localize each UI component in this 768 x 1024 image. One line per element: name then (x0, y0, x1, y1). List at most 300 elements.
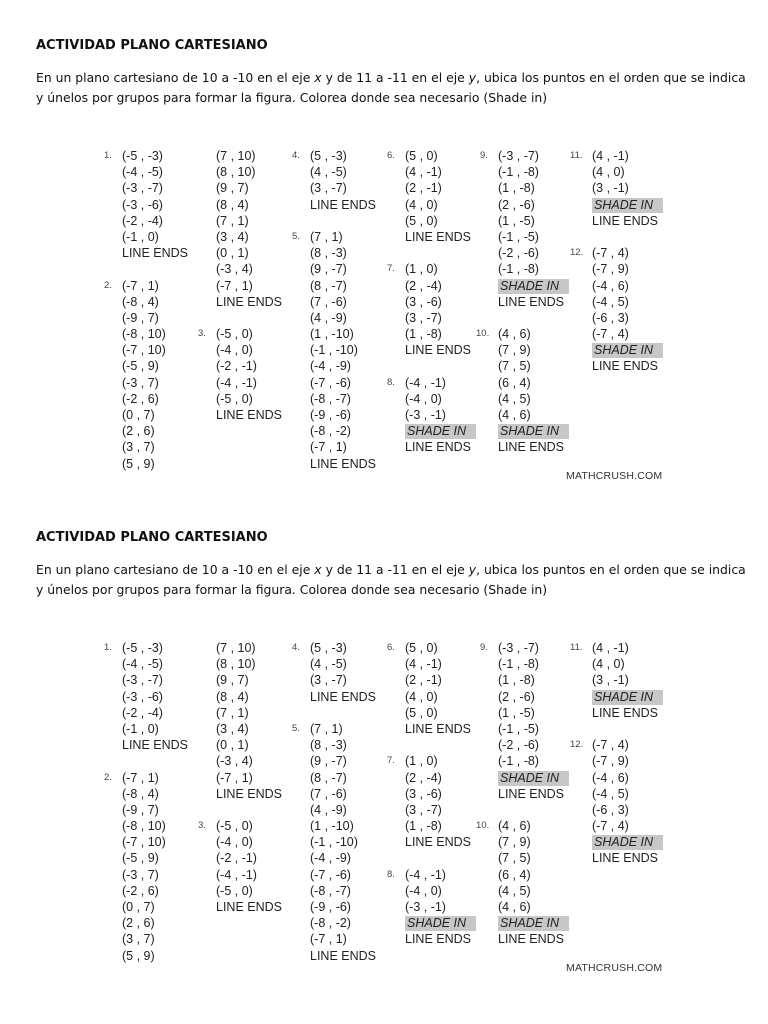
coordinate-entry (592, 802, 663, 818)
entry-text: LINE ENDS (592, 705, 658, 720)
coordinate-entry (216, 229, 282, 245)
coordinate-entry (592, 672, 663, 688)
entry-text: (-3 , -7) (122, 181, 163, 196)
entry-text: (-2 , 6) (122, 883, 159, 898)
entry-text: (-1 , -8) (498, 754, 539, 769)
coordinate-entry (310, 883, 376, 899)
coordinate-entry (122, 164, 188, 180)
coordinate-entry (310, 358, 376, 374)
entry-text: (9 , -7) (310, 754, 347, 769)
coordinate-entry (405, 850, 476, 866)
coordinate-entry (122, 948, 188, 964)
coordinate-entry (405, 656, 476, 672)
coordinate-entry (476, 326, 569, 342)
entry-text: (4 , -5) (310, 657, 347, 672)
entry-text: (2 , -6) (498, 689, 535, 704)
entry-text: (3 , -7) (405, 310, 442, 325)
entry-text: (4 , 0) (405, 689, 438, 704)
coordinate-entry (498, 705, 569, 721)
entry-text: (3 , 7) (122, 932, 155, 947)
entry-text: (-5 , 0) (216, 883, 253, 898)
entry-text: LINE ENDS (122, 738, 188, 753)
coordinate-entry (387, 640, 476, 656)
coordinate-entry (216, 802, 282, 818)
coordinate-entry (405, 278, 476, 294)
entry-text: (4 , 5) (498, 391, 531, 406)
coordinate-entry (216, 672, 282, 688)
coordinate-entry (592, 656, 663, 672)
entry-text: LINE ENDS (405, 343, 471, 358)
entry-text: LINE ENDS (405, 721, 471, 736)
entry-text: (4 , -1) (592, 149, 629, 163)
entry-text: (-8 , -7) (310, 883, 351, 898)
coordinate-entry (310, 834, 376, 850)
line-ends-label (122, 245, 188, 261)
coordinates-column-2 (198, 640, 282, 915)
shade-in-label (592, 689, 663, 705)
coordinate-entry (476, 818, 569, 834)
line-ends-label (592, 358, 663, 374)
coordinate-entry (405, 818, 476, 834)
line-ends-label (592, 705, 663, 721)
coordinate-entry (592, 770, 663, 786)
coordinate-entry (122, 391, 188, 407)
entry-text: LINE ENDS (405, 932, 471, 947)
shade-in-label (498, 423, 569, 439)
entry-text: (3 , 4) (216, 721, 249, 736)
group-number: 10. (476, 328, 490, 340)
coordinates-puzzle (0, 640, 768, 982)
coordinate-entry (592, 229, 663, 245)
line-ends-label (310, 197, 376, 213)
shade-in-label (498, 278, 569, 294)
coordinates-column-1 (104, 148, 188, 472)
entry-text: (-4 , -1) (405, 867, 446, 882)
group-number: 1. (104, 642, 112, 653)
group-number: 7. (387, 263, 395, 275)
coordinate-entry (498, 867, 569, 883)
coordinate-entry (387, 753, 476, 769)
coordinate-entry (104, 278, 188, 294)
line-ends-label (498, 294, 569, 310)
group-number: 2. (104, 279, 112, 291)
coordinate-entry (216, 640, 282, 656)
entry-text: (4 , 0) (592, 165, 625, 180)
coordinate-entry (592, 721, 663, 737)
entry-text: LINE ENDS (216, 294, 282, 309)
entry-text: (-4 , -1) (216, 867, 257, 882)
group-number: 4. (292, 150, 300, 161)
entry-text: (-8 , 4) (122, 294, 159, 309)
group-number: 5. (292, 230, 300, 242)
entry-text: (-3 , -7) (122, 673, 163, 688)
coordinate-entry (122, 656, 188, 672)
entry-text: LINE ENDS (310, 197, 376, 212)
line-ends-label (405, 834, 476, 850)
coordinate-entry (405, 899, 476, 915)
worksheet-section-2 (0, 530, 768, 1022)
coordinate-entry (405, 672, 476, 688)
entry-text: (-5 , -3) (122, 149, 163, 163)
coordinate-entry (387, 375, 476, 391)
entry-text: (0 , 7) (122, 408, 155, 422)
coordinate-entry (592, 818, 663, 834)
entry-text: (8 , -3) (310, 246, 347, 261)
line-ends-label (498, 931, 569, 947)
entry-text: (4 , 6) (498, 408, 531, 422)
entry-text: LINE ENDS (498, 786, 564, 801)
entry-text: (4 , 0) (592, 657, 625, 672)
entry-text: (-7 , 4) (592, 738, 629, 753)
coordinate-entry (216, 197, 282, 213)
entry-text: LINE ENDS (405, 440, 471, 455)
coordinate-entry (122, 672, 188, 688)
entry-text: (4 , -1) (405, 165, 442, 180)
coordinate-entry (122, 407, 188, 423)
group-number: 12. (570, 247, 584, 259)
entry-text: (-7 , 1) (122, 770, 159, 785)
coordinate-entry (498, 656, 569, 672)
coordinate-entry (405, 245, 476, 261)
entry-text: (-9 , -6) (310, 408, 351, 422)
entry-text: (3 , -6) (405, 294, 442, 309)
coordinate-entry (405, 770, 476, 786)
entry-text: (5 , -3) (310, 149, 347, 163)
entry-text: (3 , -1) (592, 673, 629, 688)
entry-text: (2 , -4) (405, 278, 442, 293)
entry-text: (8 , 10) (216, 657, 256, 672)
coordinates-column-6 (570, 640, 663, 867)
worksheet-section-1 (0, 38, 768, 530)
coordinate-entry (387, 261, 476, 277)
coordinate-entry (122, 261, 188, 277)
entry-text: (-9 , 7) (122, 310, 159, 325)
coordinate-entry (122, 899, 188, 915)
watermark: MATHCRUSH.COM (566, 962, 663, 974)
entry-text: (-4 , -1) (216, 375, 257, 390)
entry-text: SHADE IN (592, 198, 663, 213)
coordinate-entry (122, 786, 188, 802)
entry-text: (3 , 4) (216, 229, 249, 244)
entry-text: SHADE IN (498, 916, 569, 931)
entry-text: LINE ENDS (405, 229, 471, 244)
entry-text: (7 , -6) (310, 786, 347, 801)
line-ends-label (405, 931, 476, 947)
shade-in-label (592, 197, 663, 213)
entry-text: (8 , -7) (310, 770, 347, 785)
entry-text: LINE ENDS (310, 948, 376, 963)
line-ends-label (216, 899, 282, 915)
entry-text: (-4 , 0) (216, 343, 253, 358)
line-ends-label (405, 229, 476, 245)
coordinate-entry (216, 753, 282, 769)
coordinate-entry (592, 278, 663, 294)
coordinate-entry (310, 375, 376, 391)
coordinate-entry (122, 850, 188, 866)
coordinate-entry (122, 180, 188, 196)
coordinate-entry (498, 721, 569, 737)
coordinate-entry (216, 261, 282, 277)
coordinate-entry (216, 883, 282, 899)
coordinate-entry (480, 640, 569, 656)
entry-text: (-1 , -10) (310, 343, 358, 358)
entry-text: (4 , 6) (498, 819, 531, 834)
entry-text: LINE ENDS (498, 294, 564, 309)
coordinate-entry (592, 310, 663, 326)
entry-text: (7 , 5) (498, 851, 531, 866)
coordinate-entry (310, 899, 376, 915)
coordinate-entry (310, 278, 376, 294)
coordinate-entry (405, 213, 476, 229)
coordinate-entry (405, 391, 476, 407)
entry-text: (-1 , 0) (122, 721, 159, 736)
coordinate-entry (122, 423, 188, 439)
entry-text: SHADE IN (592, 835, 663, 850)
entry-text: (3 , -1) (592, 181, 629, 196)
coordinate-entry (122, 818, 188, 834)
coordinate-entry (405, 326, 476, 342)
group-number: 9. (480, 150, 488, 161)
coordinate-entry (216, 310, 282, 326)
entry-text: SHADE IN (498, 771, 569, 786)
entry-text: (-2 , -6) (498, 738, 539, 753)
coordinate-entry (216, 148, 282, 164)
coordinate-entry (405, 786, 476, 802)
group-number: 5. (292, 722, 300, 734)
entry-text: LINE ENDS (122, 246, 188, 261)
entry-text: (7 , 10) (216, 149, 256, 163)
entry-text: (2 , -4) (405, 770, 442, 785)
coordinate-entry (405, 407, 476, 423)
entry-text: (7 , 5) (498, 359, 531, 374)
watermark: MATHCRUSH.COM (566, 470, 663, 482)
coordinate-entry (122, 294, 188, 310)
entry-text: (-7 , 4) (592, 246, 629, 261)
entry-text: (-3 , -7) (498, 149, 539, 163)
entry-text: (4 , 5) (498, 883, 531, 898)
coordinate-entry (216, 834, 282, 850)
entry-text: (-7 , 1) (310, 440, 347, 455)
coordinate-entry (498, 245, 569, 261)
coordinate-entry (310, 439, 376, 455)
entry-text: (7 , -6) (310, 294, 347, 309)
section-title: ACTIVIDAD PLANO CARTESIANO (36, 530, 268, 545)
coordinate-entry (387, 867, 476, 883)
coordinate-entry (122, 834, 188, 850)
entry-text: (0 , 1) (216, 738, 249, 753)
coordinate-entry (104, 148, 188, 164)
coordinate-entry (570, 245, 663, 261)
instructions: En un plano cartesiano de 10 a -10 en el eje x y de 11 a -11 en el eje y, ubica los puntos en el orden que se indica y únelos por grupos para formar la figura. Colorea donde sea necesario (Shade in) (36, 70, 746, 105)
entry-text: (1 , -8) (498, 673, 535, 688)
entry-text: (-1 , -10) (310, 835, 358, 850)
line-ends-label (310, 948, 376, 964)
entry-text: (-7 , 1) (310, 932, 347, 947)
coordinate-entry (216, 358, 282, 374)
entry-text: (5 , 9) (122, 948, 155, 963)
entry-text: (1 , 0) (405, 754, 438, 769)
coordinate-entry (122, 326, 188, 342)
entry-text: (0 , 1) (216, 246, 249, 261)
coordinate-entry (498, 213, 569, 229)
coordinate-entry (122, 358, 188, 374)
coordinates-column-3 (292, 640, 376, 964)
entry-text: LINE ENDS (592, 213, 658, 228)
coordinate-entry (498, 850, 569, 866)
entry-text: (7 , 1) (310, 721, 343, 736)
entry-text: (-7 , 9) (592, 754, 629, 769)
entry-text: LINE ENDS (498, 932, 564, 947)
entry-text: (-6 , 3) (592, 802, 629, 817)
coordinate-entry (592, 753, 663, 769)
coordinate-entry (216, 245, 282, 261)
entry-text: (-9 , 7) (122, 802, 159, 817)
coordinate-entry (592, 294, 663, 310)
coordinates-column-5 (476, 640, 569, 948)
shade-in-label (405, 423, 476, 439)
coordinate-entry (592, 261, 663, 277)
coordinates-puzzle (0, 148, 768, 490)
instructions: En un plano cartesiano de 10 a -10 en el eje x y de 11 a -11 en el eje y, ubica los puntos en el orden que se indica y únelos por grupos para formar la figura. Colorea donde sea necesario (Shade in) (36, 562, 746, 597)
entry-text: (-2 , -1) (216, 359, 257, 374)
coordinate-entry (592, 786, 663, 802)
entry-text: (-4 , 0) (216, 835, 253, 850)
entry-text: (4 , 6) (498, 327, 531, 342)
coordinate-entry (122, 689, 188, 705)
coordinate-entry (405, 197, 476, 213)
coordinate-entry (122, 456, 188, 472)
entry-text: (-3 , 4) (216, 754, 253, 769)
group-number: 8. (387, 868, 395, 880)
coordinate-entry (498, 197, 569, 213)
entry-text: (-3 , -7) (498, 641, 539, 655)
entry-text: (-9 , -6) (310, 900, 351, 914)
entry-text: (-1 , -5) (498, 721, 539, 736)
group-number: 11. (570, 150, 583, 161)
coordinate-entry (104, 770, 188, 786)
coordinate-entry (216, 867, 282, 883)
entry-text: (-2 , -1) (216, 851, 257, 866)
coordinates-column-1 (104, 640, 188, 964)
line-ends-label (498, 439, 569, 455)
entry-text: (5 , 0) (405, 641, 438, 655)
entry-text: (-5 , 0) (216, 327, 253, 342)
line-ends-label (405, 721, 476, 737)
coordinate-entry (405, 689, 476, 705)
coordinate-entry (498, 689, 569, 705)
coordinate-entry (310, 818, 376, 834)
coordinate-entry (310, 915, 376, 931)
entry-text: LINE ENDS (592, 359, 658, 374)
entry-text: (-4 , -9) (310, 359, 351, 374)
coordinate-entry (405, 164, 476, 180)
coordinate-entry (498, 261, 569, 277)
entry-text: (4 , 6) (498, 900, 531, 914)
coordinate-entry (216, 278, 282, 294)
entry-text: (-4 , -5) (122, 657, 163, 672)
coordinate-entry (292, 148, 376, 164)
entry-text: (8 , -3) (310, 738, 347, 753)
entry-text: (-4 , 6) (592, 278, 629, 293)
entry-text: (-8 , -2) (310, 424, 351, 439)
coordinate-entry (310, 737, 376, 753)
entry-text: (-4 , -5) (122, 165, 163, 180)
entry-text: (-3 , -6) (122, 689, 163, 704)
entry-text: (1 , -5) (498, 705, 535, 720)
entry-text: (-7 , 1) (216, 278, 253, 293)
group-number: 12. (570, 739, 584, 751)
entry-text: (4 , 0) (405, 197, 438, 212)
entry-text: (6 , 4) (498, 375, 531, 390)
shade-in-label (498, 770, 569, 786)
entry-text: (-7 , 9) (592, 262, 629, 277)
coordinate-entry (216, 213, 282, 229)
entry-text: LINE ENDS (216, 786, 282, 801)
coordinate-entry (592, 180, 663, 196)
entry-text: (-2 , -6) (498, 246, 539, 261)
coordinate-entry (104, 640, 188, 656)
entry-text: (5 , -3) (310, 641, 347, 655)
coordinate-entry (310, 245, 376, 261)
section-title: ACTIVIDAD PLANO CARTESIANO (36, 38, 268, 53)
coordinates-column-2 (198, 148, 282, 423)
coordinate-entry (122, 753, 188, 769)
coordinate-entry (216, 180, 282, 196)
coordinate-entry (498, 407, 569, 423)
coordinate-entry (498, 802, 569, 818)
coordinate-entry (405, 802, 476, 818)
shade-in-label (405, 915, 476, 931)
entry-text: (-1 , 0) (122, 229, 159, 244)
group-number: 6. (387, 150, 395, 161)
entry-text: (7 , 10) (216, 641, 256, 655)
entry-text: (-7 , -6) (310, 867, 351, 882)
coordinate-entry (122, 375, 188, 391)
coordinate-entry (498, 375, 569, 391)
entry-text: (-5 , 0) (216, 391, 253, 406)
entry-text: SHADE IN (592, 343, 663, 358)
entry-text: LINE ENDS (310, 689, 376, 704)
shade-in-label (498, 915, 569, 931)
line-ends-label (310, 689, 376, 705)
coordinate-entry (310, 326, 376, 342)
entry-text: (-3 , -6) (122, 197, 163, 212)
coordinate-entry (592, 326, 663, 342)
coordinate-entry (216, 770, 282, 786)
coordinate-entry (498, 899, 569, 915)
coordinate-entry (405, 705, 476, 721)
entry-text: (7 , 1) (216, 213, 249, 228)
coordinate-entry (498, 180, 569, 196)
coordinate-entry (122, 705, 188, 721)
line-ends-label (310, 456, 376, 472)
entry-text: (6 , 4) (498, 867, 531, 882)
entry-text: (5 , 0) (405, 149, 438, 163)
coordinate-entry (216, 342, 282, 358)
coordinate-entry (310, 753, 376, 769)
coordinates-column-5 (476, 148, 569, 456)
line-ends-label (498, 786, 569, 802)
coordinate-entry (498, 342, 569, 358)
entry-text: (1 , -10) (310, 819, 354, 834)
entry-text: SHADE IN (405, 916, 476, 931)
entry-text: (7 , 1) (310, 229, 343, 244)
coordinate-entry (122, 213, 188, 229)
entry-text: (1 , -5) (498, 213, 535, 228)
entry-text: (8 , -7) (310, 278, 347, 293)
coordinates-column-4 (387, 640, 476, 948)
line-ends-label (216, 294, 282, 310)
